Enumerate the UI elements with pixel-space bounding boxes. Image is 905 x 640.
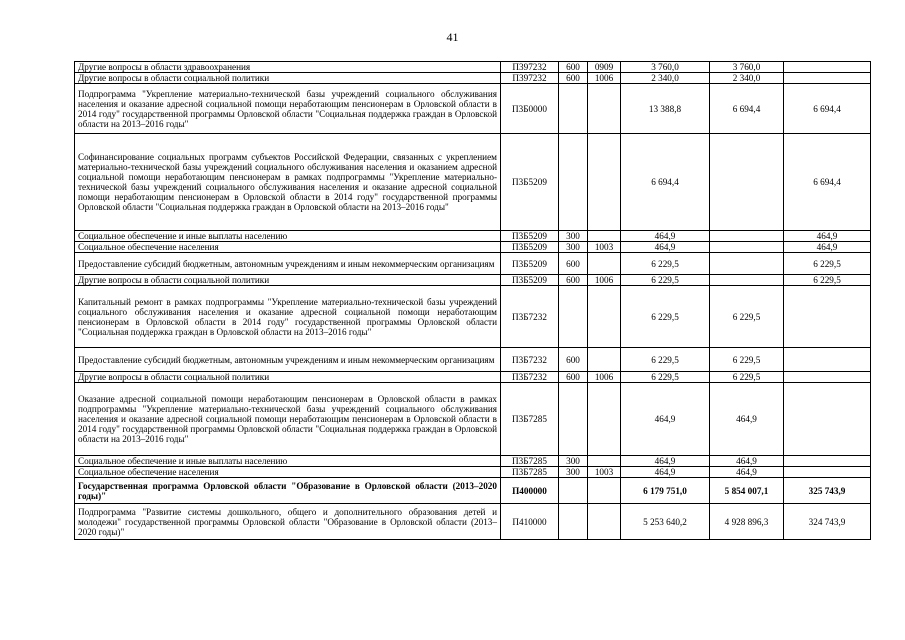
budget-table	[74, 61, 871, 540]
row-name: Другие вопросы в области социальной политики	[75, 372, 501, 383]
row-section	[588, 478, 621, 504]
row-expense-type	[559, 504, 588, 540]
row-amount-federal: 464,9	[784, 242, 871, 253]
row-amount-federal: 6 694,4	[784, 84, 871, 134]
row-code: П3Б5209	[501, 275, 559, 286]
row-expense-type: 600	[559, 348, 588, 372]
row-expense-type: 300	[559, 456, 588, 467]
row-name: Социальное обеспечение и иные выплаты населению	[75, 456, 501, 467]
row-amount-regional: 464,9	[710, 467, 784, 478]
row-amount-total: 6 229,5	[621, 275, 710, 286]
row-amount-federal	[784, 62, 871, 73]
row-section	[588, 348, 621, 372]
row-amount-federal	[784, 348, 871, 372]
row-amount-federal: 6 694,4	[784, 134, 871, 231]
row-code: П397232	[501, 62, 559, 73]
row-amount-total: 5 253 640,2	[621, 504, 710, 540]
table-row	[75, 348, 871, 372]
row-amount-regional	[710, 231, 784, 242]
table-row	[75, 456, 871, 467]
row-name: Софинансирование социальных программ субъектов Российской Федерации, связанных с укреплением материально-технической базы учреждений социального обслуживания населения и оказанием адресной социальной помощи неработающим пенсионерам в рамках подпрограммы "Укрепление материально-технической базы учреждений социального обслуживания населения и оказание адресной социальной помощи неработающим пенсионерам в Орловской области в 2014 году" государственной программы Орловской области "Социальная поддержка граждан в Орловской области на 2013–2016 годы"	[75, 134, 501, 231]
row-name: Другие вопросы в области социальной политики	[75, 73, 501, 84]
row-code: П3Б7285	[501, 456, 559, 467]
row-amount-total: 6 229,5	[621, 253, 710, 275]
row-code: П3Б5209	[501, 242, 559, 253]
row-amount-regional	[710, 275, 784, 286]
table-row	[75, 62, 871, 73]
row-code: П3Б5209	[501, 231, 559, 242]
row-code: П397232	[501, 73, 559, 84]
table-row	[75, 286, 871, 348]
row-name: Оказание адресной социальной помощи неработающим пенсионерам в Орловской области в рамках подпрограммы "Укрепление материально-технической базы учреждений социального обслуживания населения и оказание адресной социальной помощи неработающим пенсионерам в Орловской области в 2014 году" государственной программы Орловской области "Социальная поддержка граждан в Орловской области на 2013–2016 годы"	[75, 383, 501, 456]
row-name: Предоставление субсидий бюджетным, автономным учреждениям и иным некоммерческим организациям	[75, 348, 501, 372]
row-amount-federal: 324 743,9	[784, 504, 871, 540]
row-name: Капитальный ремонт в рамках подпрограммы "Укрепление материально-технической базы учреждений социального обслуживания населения и оказание адресной социальной помощи неработающим пенсионерам в Орловской области в 2014 году" государственной программы Орловской области "Социальная поддержка граждан в Орловской области на 2013–2016 годы"	[75, 286, 501, 348]
row-amount-regional: 6 694,4	[710, 84, 784, 134]
row-code: П410000	[501, 504, 559, 540]
row-amount-regional: 6 229,5	[710, 348, 784, 372]
row-amount-total: 6 229,5	[621, 286, 710, 348]
row-amount-federal	[784, 286, 871, 348]
row-amount-federal	[784, 372, 871, 383]
row-amount-regional: 6 229,5	[710, 286, 784, 348]
row-amount-total: 464,9	[621, 467, 710, 478]
row-amount-total: 464,9	[621, 456, 710, 467]
row-amount-federal	[784, 383, 871, 456]
row-expense-type	[559, 84, 588, 134]
row-name: Государственная программа Орловской области "Образование в Орловской области (2013–2020 годы)"	[75, 478, 501, 504]
row-expense-type	[559, 383, 588, 456]
row-expense-type	[559, 478, 588, 504]
row-code: П400000	[501, 478, 559, 504]
row-amount-regional	[710, 242, 784, 253]
row-code: П3Б0000	[501, 84, 559, 134]
row-name: Другие вопросы в области социальной политики	[75, 275, 501, 286]
table-row	[75, 504, 871, 540]
row-section	[588, 286, 621, 348]
table-body	[75, 62, 871, 540]
row-expense-type: 600	[559, 372, 588, 383]
row-name: Социальное обеспечение и иные выплаты населению	[75, 231, 501, 242]
row-amount-regional: 4 928 896,3	[710, 504, 784, 540]
row-name: Предоставление субсидий бюджетным, автономным учреждениям и иным некоммерческим организациям	[75, 253, 501, 275]
row-amount-federal: 6 229,5	[784, 253, 871, 275]
table-row	[75, 134, 871, 231]
row-code: П3Б5209	[501, 253, 559, 275]
row-section: 0909	[588, 62, 621, 73]
table-row	[75, 231, 871, 242]
row-section	[588, 383, 621, 456]
table-row	[75, 73, 871, 84]
row-code: П3Б7285	[501, 383, 559, 456]
table-row	[75, 467, 871, 478]
row-amount-total: 13 388,8	[621, 84, 710, 134]
row-expense-type: 300	[559, 242, 588, 253]
row-code: П3Б7232	[501, 348, 559, 372]
row-expense-type: 300	[559, 231, 588, 242]
row-amount-federal: 464,9	[784, 231, 871, 242]
row-amount-regional	[710, 134, 784, 231]
row-amount-regional: 464,9	[710, 383, 784, 456]
row-section	[588, 504, 621, 540]
row-code: П3Б7285	[501, 467, 559, 478]
row-amount-total: 6 229,5	[621, 348, 710, 372]
row-section: 1006	[588, 275, 621, 286]
table-row	[75, 253, 871, 275]
row-amount-federal	[784, 467, 871, 478]
row-code: П3Б7232	[501, 286, 559, 348]
row-expense-type: 600	[559, 253, 588, 275]
row-amount-regional: 3 760,0	[710, 62, 784, 73]
row-code: П3Б5209	[501, 134, 559, 231]
row-section	[588, 253, 621, 275]
row-section	[588, 134, 621, 231]
row-expense-type	[559, 134, 588, 231]
row-amount-total: 6 229,5	[621, 372, 710, 383]
row-amount-total: 464,9	[621, 242, 710, 253]
row-section: 1003	[588, 467, 621, 478]
row-amount-federal	[784, 73, 871, 84]
row-amount-total: 464,9	[621, 231, 710, 242]
row-code: П3Б7232	[501, 372, 559, 383]
row-section	[588, 456, 621, 467]
row-name: Подпрограмма "Развитие системы дошкольного, общего и дополнительного образования детей и молодежи" государственной программы Орловской области "Образование в Орловской области (2013–2020 годы)"	[75, 504, 501, 540]
row-section: 1003	[588, 242, 621, 253]
row-amount-regional: 5 854 007,1	[710, 478, 784, 504]
row-amount-federal	[784, 456, 871, 467]
row-amount-total: 464,9	[621, 383, 710, 456]
row-expense-type: 600	[559, 73, 588, 84]
row-section	[588, 231, 621, 242]
row-amount-total: 2 340,0	[621, 73, 710, 84]
row-section	[588, 84, 621, 134]
table-row	[75, 84, 871, 134]
row-amount-total: 6 179 751,0	[621, 478, 710, 504]
table-row	[75, 275, 871, 286]
row-expense-type: 600	[559, 275, 588, 286]
row-name: Социальное обеспечение населения	[75, 467, 501, 478]
row-amount-regional	[710, 253, 784, 275]
row-amount-regional: 464,9	[710, 456, 784, 467]
row-amount-federal: 6 229,5	[784, 275, 871, 286]
row-name: Подпрограмма "Укрепление материально-технической базы учреждений социального обслуживания населения и оказание адресной социальной помощи неработающим пенсионерам в Орловской области в 2014 году" государственной программы Орловской области "Социальная поддержка граждан в Орловской области на 2013–2016 годы"	[75, 84, 501, 134]
row-expense-type: 300	[559, 467, 588, 478]
row-name: Социальное обеспечение населения	[75, 242, 501, 253]
page-number: 41	[446, 30, 459, 44]
table-row	[75, 372, 871, 383]
row-section: 1006	[588, 372, 621, 383]
row-section: 1006	[588, 73, 621, 84]
row-amount-regional: 2 340,0	[710, 73, 784, 84]
row-amount-total: 3 760,0	[621, 62, 710, 73]
table-row	[75, 242, 871, 253]
table-row	[75, 383, 871, 456]
row-amount-regional: 6 229,5	[710, 372, 784, 383]
row-amount-federal: 325 743,9	[784, 478, 871, 504]
row-amount-total: 6 694,4	[621, 134, 710, 231]
row-expense-type	[559, 286, 588, 348]
row-expense-type: 600	[559, 62, 588, 73]
row-name: Другие вопросы в области здравоохранения	[75, 62, 501, 73]
table-row	[75, 478, 871, 504]
